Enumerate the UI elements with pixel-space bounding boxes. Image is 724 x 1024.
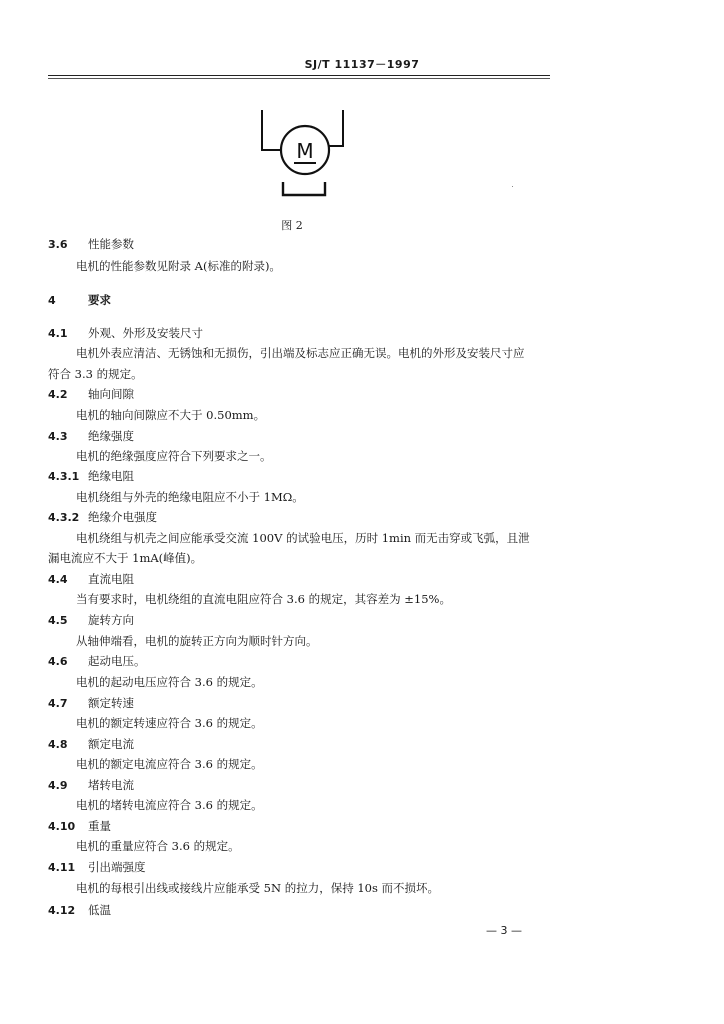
paragraph-text: 当有要求时，电机绕组的直流电阻应符合 3.6 的规定，其容差为 ±15%。 [76,592,451,606]
paragraph-line [76,797,263,813]
section-heading [48,612,134,628]
section-number: 4.11 [48,861,76,874]
section-number: 4.6 [48,655,68,668]
section-heading [48,468,134,484]
paragraph-text: 电机的每根引出线或接线片应能承受 5N 的拉力，保持 10s 而不损坏。 [76,881,440,895]
paragraph-line [48,366,143,382]
paragraph-line [76,489,304,505]
section-title: 堵转电流 [88,778,134,792]
paragraph-line [76,880,439,896]
paragraph-line [76,407,265,423]
section-title: 要求 [88,293,111,307]
section-title: 轴向间隙 [88,387,134,401]
paragraph-line [76,715,263,731]
section-heading [48,509,157,525]
section-number: 4.12 [48,904,76,917]
section-heading [48,736,134,752]
section-number: 3.6 [48,238,68,251]
paragraph-text: 电机的额定电流应符合 3.6 的规定。 [76,757,263,771]
section-number: 4.10 [48,820,76,833]
section-heading [48,386,134,402]
section-heading [48,777,134,793]
section-title: 额定转速 [88,696,134,710]
paragraph-text: 电机绕组与机壳之间应能承受交流 100V 的试验电压，历时 1min 而无击穿或飞弧，且泄 [76,531,530,545]
section-heading [48,325,203,341]
section-number: 4 [48,294,56,307]
paragraph-line [76,674,263,690]
section-number: 4.7 [48,697,68,710]
section-heading [48,818,111,834]
section-title: 外观、外形及安装尺寸 [88,326,203,340]
figure-caption: 图 2 [281,219,303,232]
section-title: 低温 [88,903,111,917]
section-title: 额定电流 [88,737,134,751]
paragraph-text: 电机的额定转速应符合 3.6 的规定。 [76,716,263,730]
section-title: 性能参数 [88,237,134,251]
paragraph-text: 电机的性能参数见附录 A(标准的附录)。 [76,259,281,273]
section-number: 4.3.1 [48,470,80,483]
section-number: 4.1 [48,327,68,340]
section-title: 直流电阻 [88,572,134,586]
section-heading [48,571,134,587]
header-rule-secondary [48,78,550,79]
paragraph-text: 电机的重量应符合 3.6 的规定。 [76,839,240,853]
section-title: 旋转方向 [88,613,134,627]
section-title: 重量 [88,819,111,833]
motor-symbol-letter: M [296,139,314,163]
paragraph-text: 漏电流应不大于 1mA(峰值)。 [48,551,203,565]
paragraph-line [76,838,240,854]
section-title: 绝缘电阻 [88,469,134,483]
paragraph-text: 符合 3.3 的规定。 [48,367,143,381]
section-number: 4.5 [48,614,68,627]
section-heading [48,236,134,252]
paragraph-text: 电机外表应清洁、无锈蚀和无损伤，引出端及标志应正确无误。电机的外形及安装尺寸应 [76,346,525,360]
paragraph-line [76,345,525,361]
section-number: 4.2 [48,388,68,401]
scan-speck [512,186,513,187]
section-number: 4.3 [48,430,68,443]
section-number: 4.8 [48,738,68,751]
document-header-code: SJ/T 11137－1997 [304,58,420,71]
section-heading [48,902,111,918]
paragraph-line [76,258,281,274]
paragraph-text: 电机的起动电压应符合 3.6 的规定。 [76,675,263,689]
section-heading [48,695,134,711]
paragraph-line [76,633,318,649]
paragraph-text: 电机的堵转电流应符合 3.6 的规定。 [76,798,263,812]
section-heading [48,428,134,444]
section-number: 4.9 [48,779,68,792]
paragraph-line [76,448,272,464]
paragraph-line [76,591,451,607]
page-number: — 3 — [486,924,522,937]
section-heading [48,653,146,669]
paragraph-line [76,530,530,546]
paragraph-text: 电机的轴向间隙应不大于 0.50mm。 [76,408,266,422]
section-title: 引出端强度 [88,860,146,874]
section-title: 绝缘强度 [88,429,134,443]
section-title: 绝缘介电强度 [88,510,157,524]
section-heading [48,859,146,875]
motor-symbol-diagram [255,110,355,210]
section-title: 起动电压。 [88,654,146,668]
section-number: 4.3.2 [48,511,80,524]
paragraph-text: 电机的绝缘强度应符合下列要求之一。 [76,449,272,463]
paragraph-text: 电机绕组与外壳的绝缘电阻应不小于 1MΩ。 [76,490,304,504]
paragraph-line [48,550,202,566]
header-rule [48,75,550,76]
section-number: 4.4 [48,573,68,586]
section-heading [48,292,111,308]
paragraph-line [76,756,263,772]
paragraph-text: 从轴伸端看，电机的旋转正方向为顺时针方向。 [76,634,318,648]
